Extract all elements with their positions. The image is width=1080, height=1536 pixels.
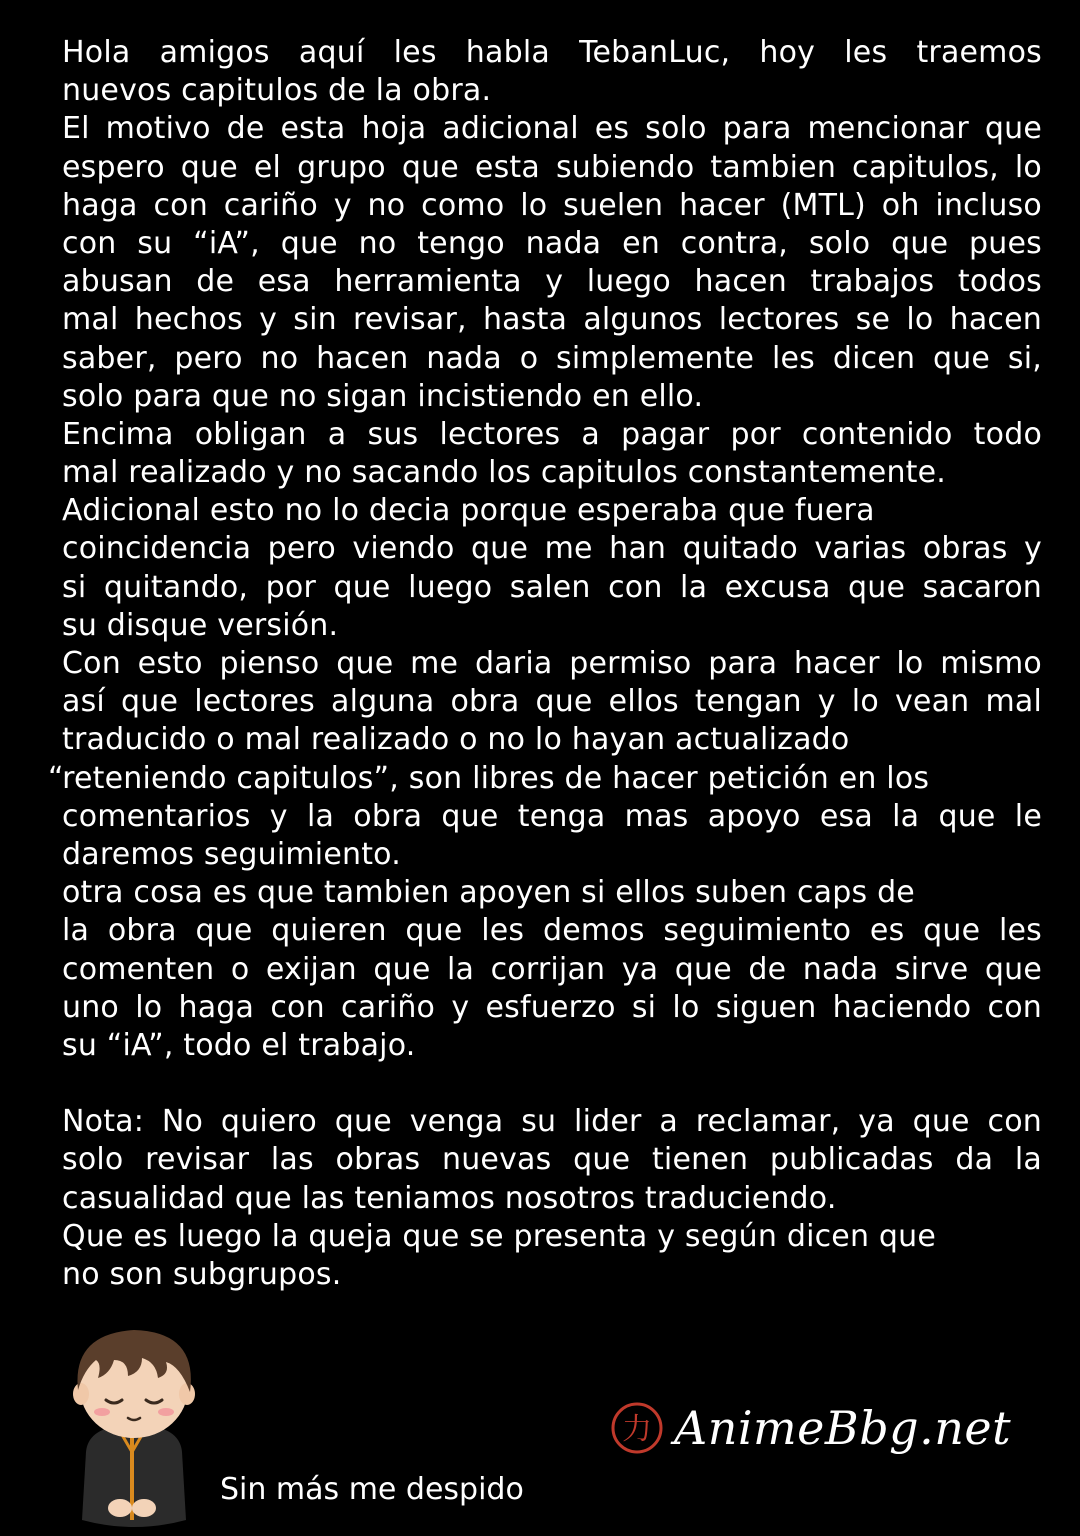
letter-line: Encima obligan a sus lectores a pagar por contenido todo <box>62 416 1042 452</box>
animebbg-logo-icon <box>608 1399 666 1457</box>
letter-line <box>62 1065 1042 1103</box>
letter-line: la obra que quieren que les demos seguimiento es que les <box>62 913 1042 949</box>
watermark-text: AnimeBbg.net <box>674 1401 1012 1455</box>
letter-line: El motivo de esta hoja adicional es solo para mencionar que <box>62 111 1042 147</box>
letter-line: Con esto pienso que me daria permiso para hacer lo mismo <box>62 646 1042 681</box>
letter-line: no son subgrupos. <box>62 1257 342 1292</box>
signoff-text: Sin más me despido <box>220 1472 524 1507</box>
letter-line: solo revisar las obras nuevas que tienen publicadas da la <box>62 1142 1042 1178</box>
letter-line: solo para que no sigan incistiendo en ello. <box>62 378 704 414</box>
letter-line: “reteniendo capitulos”, son libres de hacer petición en los <box>48 760 930 796</box>
letter-line: casualidad que las teniamos nosotros traduciendo. <box>62 1180 837 1216</box>
letter-line: traducido o mal realizado o no lo hayan actualizado <box>62 722 850 758</box>
letter-line: su disque versión. <box>62 607 339 643</box>
letter-line: nuevos capitulos de la obra. <box>62 73 492 109</box>
chibi-boy-icon <box>58 1312 208 1532</box>
letter-line: espero que el grupo que esta subiendo tambien capitulos, lo <box>62 149 1042 185</box>
letter-line: saber, pero no hacen nada o simplemente les dicen que si, <box>62 340 1042 376</box>
letter-line: otra cosa es que tambien apoyen si ellos suben caps de <box>62 875 915 911</box>
letter-line: coincidencia pero viendo que me han quitado varias obras y <box>62 531 1042 567</box>
letter-body <box>48 34 1042 1294</box>
letter-line: comentarios y la obra que tenga mas apoyo esa la que le <box>62 798 1042 834</box>
letter-line: uno lo haga con cariño y esfuerzo si lo siguen haciendo con <box>62 989 1042 1025</box>
letter-line: mal realizado y no sacando los capitulos constantemente. <box>62 455 947 491</box>
letter-line: así que lectores alguna obra que ellos tengan y lo vean mal <box>62 684 1042 720</box>
letter-line: Hola amigos aquí les habla TebanLuc, hoy les traemos <box>62 35 1042 70</box>
letter-line: si quitando, por que luego salen con la excusa que sacaron <box>62 569 1042 605</box>
letter-line: abusan de esa herramienta y luego hacen trabajos todos <box>62 264 1042 300</box>
letter-line: con su “iA”, que no tengo nada en contra, solo que pues <box>62 225 1042 261</box>
letter-line: comenten o exijan que la corrijan ya que de nada sirve que <box>62 951 1042 987</box>
letter-line: su “iA”, todo el trabajo. <box>62 1027 416 1063</box>
svg-text:力: 力 <box>622 1412 652 1447</box>
letter-line: Nota: No quiero que venga su lider a reclamar, ya que con <box>62 1104 1042 1140</box>
letter-line: haga con cariño y no como lo suelen hacer (MTL) oh incluso <box>62 187 1042 223</box>
letter-line: Que es luego la queja que se presenta y según dicen que <box>62 1218 937 1254</box>
letter-line: daremos seguimiento. <box>62 836 401 872</box>
letter-line: mal hechos y sin revisar, hasta algunos lectores se lo hacen <box>62 302 1042 338</box>
watermark <box>608 1398 1011 1458</box>
letter-line: Adicional esto no lo decia porque esperaba que fuera <box>62 493 875 529</box>
